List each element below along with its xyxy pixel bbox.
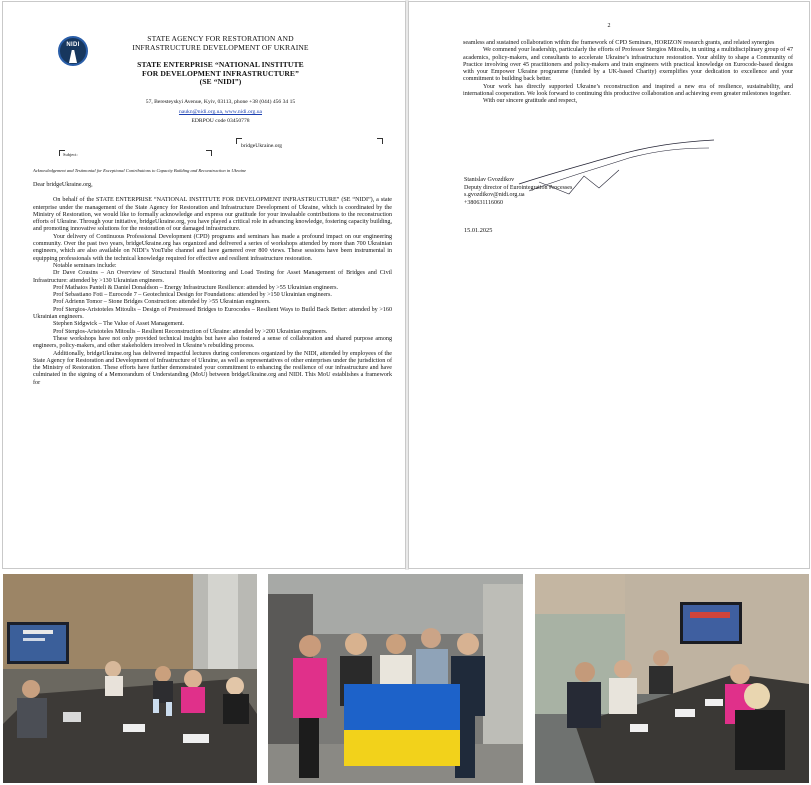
closing: With our sincere gratitude and respect, xyxy=(483,98,578,105)
enterprise-heading xyxy=(128,61,313,87)
enterprise-line-3: (SE “NIDI”) xyxy=(199,77,242,87)
agency-line-2: INFRASTRUCTURE DEVELOPMENT OF UKRAINE xyxy=(132,42,309,52)
paragraph: Notable seminars include: xyxy=(53,262,117,269)
nidi-logo xyxy=(58,36,88,66)
road-icon xyxy=(69,50,77,63)
signatory-title: Deputy director of Eurointegration Processes xyxy=(464,184,573,191)
photo-conference-table xyxy=(535,574,809,783)
group-flag-illustration xyxy=(268,574,523,783)
signatory-email: s.gvozdikov@nidi.org.ua xyxy=(464,192,525,198)
seminar-item: Prof Stergios-Aristoteles Mitoulis – Resilient Reconstruction of Ukraine: attended by >200 Ukrainian engineers. xyxy=(53,328,328,335)
subject-title: Acknowledgement and Testimonial for Exceptional Contributions to Capacity Building and Reconstruction in Ukraine xyxy=(33,168,247,173)
seminar-item: Prof Adrienn Tomor – Stone Bridges Construction: attended by >55 Ukrainian engineers. xyxy=(53,299,271,306)
logo-text: NIDI xyxy=(66,42,80,48)
paragraph: Additionally, bridgeUkraine.org has delivered impactful lectures during conferences organized by the NIDI, attended by employees of the State Agency for Restoration and Development of Infrastructure of Ukraine, as well as representatives of other enterprises under the jurisdiction of the Ministry of Restoration. These efforts have further demonstrated your commitment to enhancing the resilience of our infrastructure and have culminated in the signing of a Memorandum of Understanding (MoU) between bridgeUkraine.org and NIDI. This MoU establishes a framework for xyxy=(33,350,392,386)
flag-yellow-band xyxy=(344,730,460,766)
seminar-item: Prof Stergios-Aristoteles Mitoulis – Design of Prestressed Bridges to Eurocodes – Resilient Ways to Build Back Better: attended by >160 Ukrainian engineers. xyxy=(33,306,392,321)
corner-bracket xyxy=(377,138,383,144)
agency-line-1: STATE AGENCY FOR RESTORATION AND xyxy=(147,34,294,43)
paragraph: Your work has directly supported Ukraine’s reconstruction and inspired a new era of resilience, sustainability, and international cooperation. We look forward to continuing this productive collaboration and achieving even greater milestones together. xyxy=(463,83,793,98)
letter-date: 15.01.2025 xyxy=(464,227,493,234)
letter-page-2 xyxy=(409,2,809,568)
letter-page-1 xyxy=(3,2,405,568)
paragraph: Your delivery of Continuous Professional Development (CPD) programs and seminars has made a profound impact on our engineering community. Over the past two years, bridgeUkraine.org has organized and delivered a series of workshops attended by more than 700 Ukrainian engineers, which are also available on NIDI’s YouTube channel and have garnered over 800 views. These sessions have been instrumental in equipping professionals with the technical knowledge required for effective and resilient infrastructure restoration. xyxy=(33,233,392,262)
corner-bracket xyxy=(206,150,212,156)
conference-illustration xyxy=(535,574,809,783)
meeting-room-illustration xyxy=(3,574,257,783)
paragraph: We commend your leadership, particularly the efforts of Professor Stergios Mitoulis, in uniting a multidisciplinary group of 47 academics, policy-makers, and consultants to accelerate Ukraine’s infrastructure restoration. Your ability to shape a Community of Practice involving over 45 practitioners and policy-makers and train engineers with practical knowledge on Eurocode-based designs with your Empower Ukraine programme (funded by a UK-based Charity) exemplifies your dedication to excellence and your commitment to building back better. xyxy=(463,47,793,83)
paragraph: On behalf of the STATE ENTERPRISE “NATIONAL INSTITUTE FOR DEVELOPMENT INFRASTRUCTURE” (SE “NIDI”), a state enterprise under the management of the State Agency for Restoration and Infrastructure Development of Ukraine, which is coordinated by the Ministry of Restoration, we would like to formally acknowledge and express our gratitude for your invaluable contributions to the reconstruction efforts of Ukraine. Through your initiative, bridgeUkraine.org, you have played a critical role in advancing knowledge, fostering capacity building, and promoting innovative solutions for the restoration of our damaged infrastructure. xyxy=(33,197,392,233)
photo-meeting-room xyxy=(3,574,257,783)
signatory-phone: +380631116060 xyxy=(464,199,503,206)
paragraph: seamless and sustained collaboration within the framework of CPD Seminars, HORIZON research grants, and related synergies xyxy=(463,40,775,46)
paragraph: These workshops have not only provided technical insights but have also fostered a sense of collaboration and shared purpose among engineers, policy-makers, and other stakeholders involved in Ukraine’s rebuilding process. xyxy=(33,335,392,350)
enterprise-line-1: STATE ENTERPRISE “NATIONAL INSTITUTE xyxy=(137,60,304,69)
seminar-item: Prof Mathaios Panteli & Daniel Donaldson – Energy Infrastructure Resilience: attended by >55 Ukrainian engineers. xyxy=(53,284,339,291)
agency-heading xyxy=(128,35,313,52)
recipient-name: bridgeUkraine.org xyxy=(241,143,283,149)
flag-blue-band xyxy=(344,684,460,730)
seminar-item: Prof Sebastiano Foti – Eurocode 7 – Geotechnical Design for Foundations: attended by >150 Ukrainian engineers. xyxy=(53,292,332,299)
page-number: 2 xyxy=(607,23,611,29)
letter-body-2 xyxy=(463,40,793,106)
seminar-item: Dr Dave Cousins – An Overview of Structural Health Monitoring and Load Testing for Asset Management of Bridges and Civil Infrastructure: attended by >130 Ukrainian engineers. xyxy=(33,270,392,284)
contact-links[interactable]: naukn@nidi.org.ua, www.nidi.org.ua xyxy=(178,109,263,115)
enterprise-line-2: FOR DEVELOPMENT INFRASTRUCTURE” xyxy=(142,68,299,78)
letter-body-1 xyxy=(33,182,392,387)
salutation: Dear bridgeUkraine.org, xyxy=(33,182,93,188)
subject-label: Subject: xyxy=(63,152,78,157)
photo-group-with-flag xyxy=(268,574,523,783)
address-line: 57, Beresteyskyi Avenue, Kyiv, 03113, phone +38 (044) 456 34 15 xyxy=(145,99,296,105)
signature-block xyxy=(464,177,572,207)
seminar-item: Stephen Sidgwick – The Value of Asset Management. xyxy=(53,321,185,328)
signatory-name: Stanislav Gvozdikov xyxy=(464,177,515,183)
edrpou-code: EDRPOU code 03450778 xyxy=(191,118,250,124)
